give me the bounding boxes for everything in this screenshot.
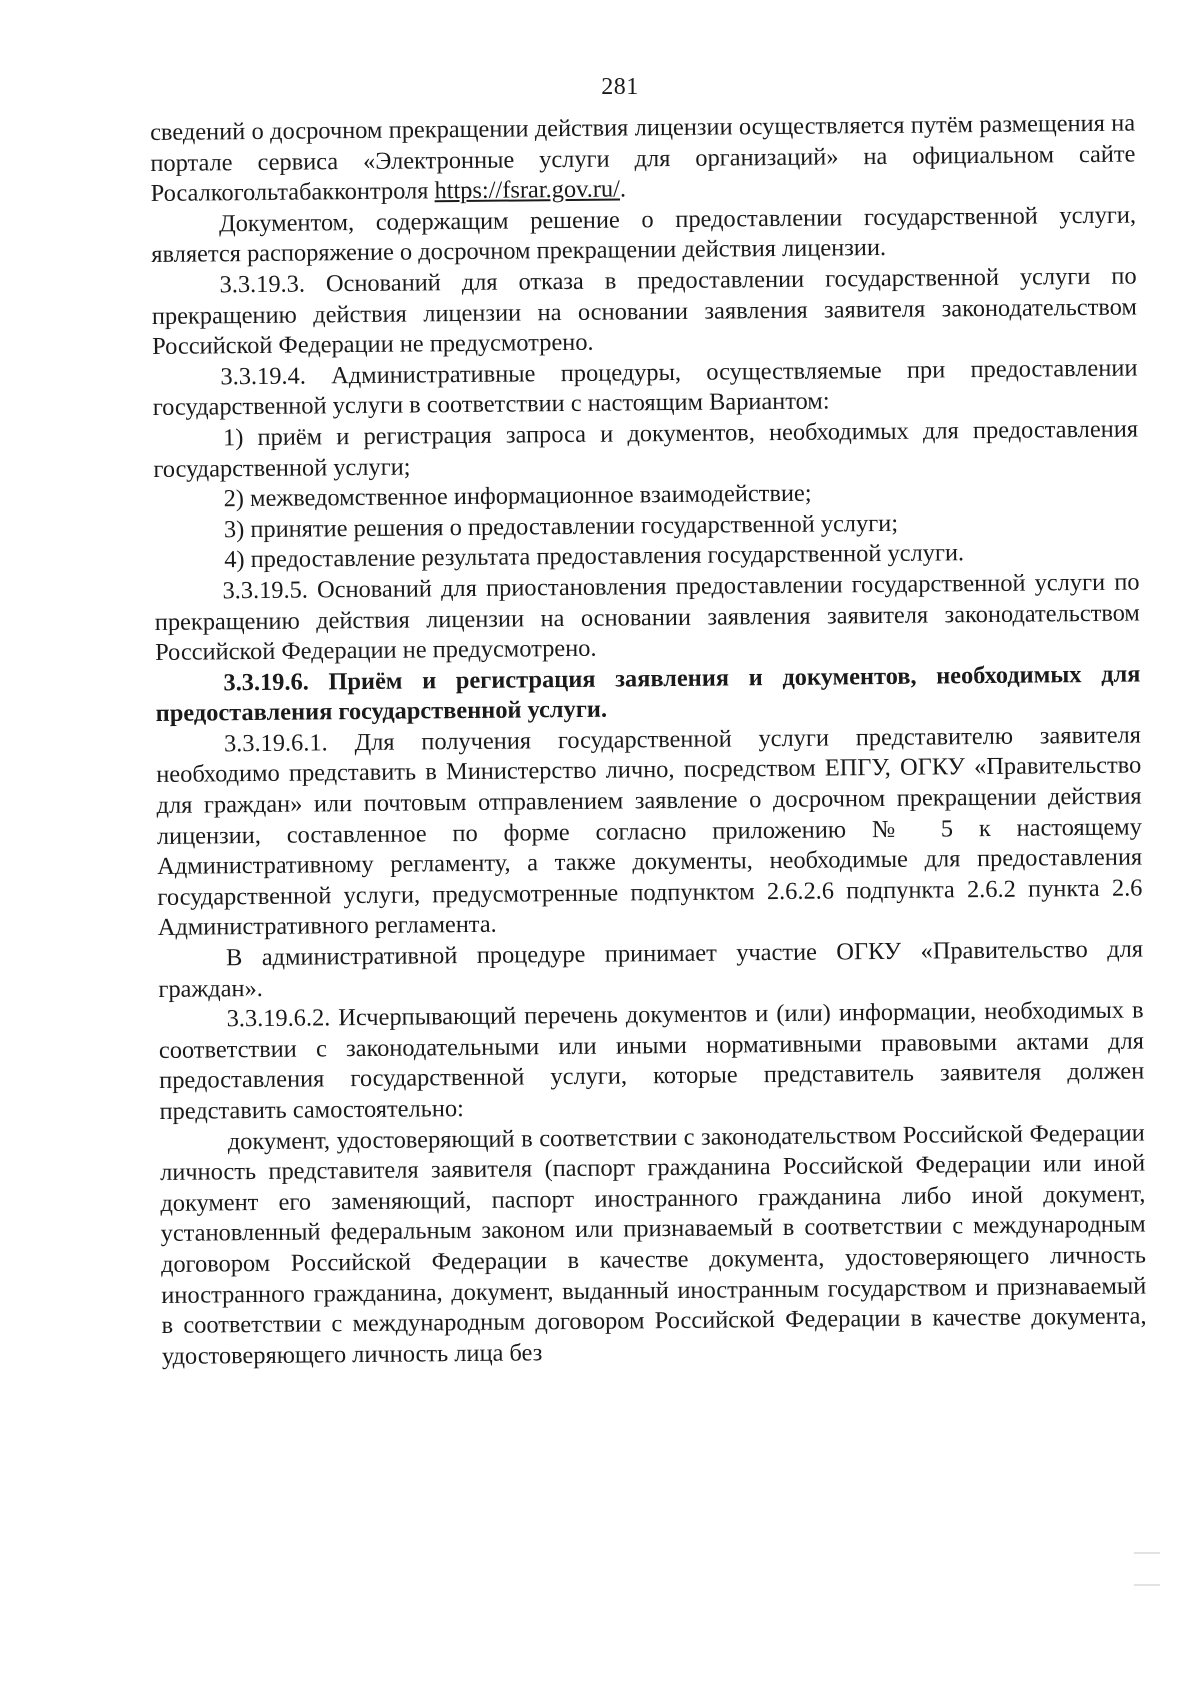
paragraph-3-3-19-4: 3.3.19.4. Административные процедуры, осуществляемые при предоставлении государственной услуги в соответствии с настоящим Вариантом: <box>152 354 1138 422</box>
paragraph-3-3-19-6-2: 3.3.19.6.2. Исчерпывающий перечень документов и (или) информации, необходимых в соответствии с законодательными или иными нормативными правовыми актами для предоставления государственной услуги, которые представитель заявителя должен представить самостоятельно: <box>158 996 1145 1125</box>
section-heading-3-3-19-6: 3.3.19.6. Приём и регистрация заявления и документов, необходимых для предоставления государственной услуги. <box>155 660 1141 728</box>
scan-artifact <box>1134 1584 1160 1586</box>
page-number: 281 <box>601 74 639 100</box>
scan-artifact <box>1134 1552 1160 1554</box>
paragraph-continuation <box>150 109 1136 210</box>
paragraph-text: сведений о досрочном прекращении действия лицензии осуществляется путём размещения на портале сервиса «Электронные услуги для организаций» на официальном сайте Росалкогольтабакконтроля <box>150 109 1136 208</box>
paragraph: документ, удостоверяющий в соответствии с законодательством Российской Федерации личность представителя заявителя (паспорт гражданина Российской Федерации или иной документ его заменяющий, паспорт иностранного гражданина либо иной документ, установленный федеральным законом или признаваемый в соответствии с международным договором Российской Федерации в качестве документа, удостоверяющего личность иностранного гражданина, документ, выданный иностранным государством и признаваемый в соответствии с международным договором Российской Федерации в качестве документа, удостоверяющего личность лица без <box>159 1119 1147 1370</box>
paragraph: В административной процедуре принимает участие ОГКУ «Правительство для граждан». <box>158 935 1144 1003</box>
list-item: 1) приём и регистрация запроса и документов, необходимых для предоставления государственной услуги; <box>153 415 1139 483</box>
paragraph: Документом, содержащим решение о предоставлении государственной услуги, является распоряжение о досрочном прекращении действия лицензии. <box>151 201 1137 269</box>
list-item: 2) межведомственное информационное взаимодействие; <box>223 479 812 513</box>
paragraph-3-3-19-6-1: 3.3.19.6.1. Для получения государственной услуги представителю заявителя необходимо представить в Министерство лично, посредством ЕПГУ, ОГКУ «Правительство для граждан» или почтовым отправлением заявление о досрочном прекращении действия лицензии, составленное по форме согласно приложению № 5 к настоящему Административному регламенту, а также документы, необходимые для предоставления государственной услуги, предусмотренные подпунктом 2.6.2.6 подпункта 2.6.2 пункта 2.6 Административного регламента. <box>156 721 1143 942</box>
paragraph-text: . <box>619 175 627 203</box>
paragraph-3-3-19-5: 3.3.19.5. Оснований для приостановления предоставлении государственной услуги по прекращению действия лицензии на основании заявления заявителя законодательством Российской Федерации не предусмотрено. <box>154 568 1140 667</box>
document-body <box>150 109 1147 1373</box>
list-item: 3) принятие решения о предоставлении государственной услуги; <box>223 509 899 544</box>
paragraph-3-3-19-3: 3.3.19.3. Оснований для отказа в предоставлении государственной услуги по прекращению действия лицензии на основании заявления заявителя законодательством Российской Федерации не предусмотрено. <box>151 262 1137 361</box>
website-link[interactable]: https://fsrar.gov.ru/ <box>434 175 621 205</box>
list-item: 4) предоставление результата предоставления государственной услуги. <box>224 539 965 574</box>
